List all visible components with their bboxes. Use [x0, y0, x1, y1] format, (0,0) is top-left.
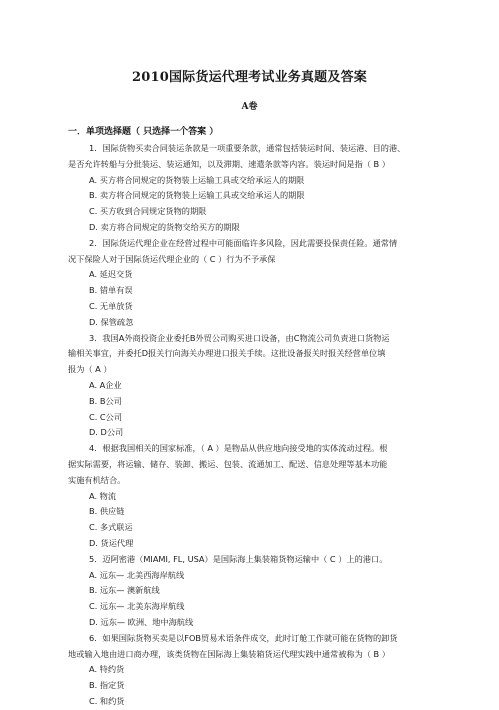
- answer-option: A. 特约货: [89, 664, 125, 675]
- question-line: 1．国际货物买卖合同装运条款是一项重要条款，通常包括装运时间、装运港、目的港、: [89, 143, 406, 153]
- question-line: 5．迈阿密港（MIAMI, FL, USA）是国际海上集装箱货物运输中（ C ）上的港口。: [89, 553, 388, 564]
- question-continuation: 况下保险人对于国际货运代理企业的（ C ）行为不予承保: [68, 253, 276, 264]
- answer-option: A. 买方将合同规定的货物装上运输工具或交给承运人的期限: [89, 174, 305, 185]
- answer-option: C. 和约货: [89, 695, 125, 706]
- question-line: 3．我国A外商投资企业委托B外贸公司购买进口设备，由C物流公司负责进口货物运: [89, 332, 390, 343]
- question-continuation: 输相关事宜，并委托D报关行向海关办理进口报关手续。这批设备报关时报关经营单位填: [68, 348, 386, 359]
- answer-option: A. 远东— 北美西海岸航线: [89, 569, 185, 580]
- answer-option: C. 无单放货: [89, 300, 133, 311]
- answer-option: D. 卖方将合同规定的货物交给买方的期限: [89, 221, 240, 232]
- answer-option: C. 多式联运: [89, 522, 133, 533]
- paper-label: A卷: [241, 102, 258, 112]
- question-continuation: 实施有机结合。: [68, 474, 126, 485]
- answer-option: C. C公司: [89, 411, 123, 422]
- answer-option: C. 买方收到合同规定货物的期限: [89, 206, 207, 217]
- document-title: 2010国际货运代理考试业务真题及答案: [132, 70, 367, 85]
- answer-option: D. 远东— 欧洲、地中海航线: [89, 616, 194, 627]
- answer-option: D. D公司: [89, 427, 124, 438]
- answer-option: C. 远东— 北美东海岸航线: [89, 601, 185, 612]
- answer-option: B. 供应链: [89, 506, 125, 517]
- answer-option: B. 卖方将合同规定的货物装上运输工具或交给承运人的期限: [89, 190, 305, 201]
- question-continuation: 报为（ A ）: [68, 364, 112, 375]
- question-continuation: 据实际需要，将运输、储存、装卸、搬运、包装、流通加工、配送、信息处理等基本功能: [68, 458, 388, 469]
- question-continuation: 是否允许转船与分批装运、装运通知，以及滞期、速遣条款等内容。装运时间是指（ B ）: [68, 158, 390, 169]
- answer-option: B. 指定货: [89, 680, 125, 691]
- answer-option: B. 远东— 澳新航线: [89, 585, 160, 596]
- question-line: 4．根据我国相关的国家标准，（ A ）是物品从供应地向接受地的实体流动过程。根: [89, 443, 388, 454]
- answer-option: B. 错单有误: [89, 285, 133, 296]
- question-continuation: 地或输入地由进口商办理，该类货物在国际海上集装箱货运代理实践中通常被称为（ B ）: [68, 648, 390, 659]
- answer-option: B. B公司: [89, 395, 122, 406]
- answer-option: A. A企业: [89, 379, 122, 390]
- answer-option: A. 延迟交货: [89, 269, 133, 280]
- answer-option: A. 物流: [89, 490, 117, 501]
- section-heading: 一．单项选择题（ 只选择一个答案 ）: [68, 127, 219, 137]
- answer-option: D. 货运代理: [89, 537, 134, 548]
- question-body: [68, 141, 434, 710]
- answer-option: D. 保管疏忽: [89, 316, 134, 327]
- question-line: 6．如果国际货物买卖是以FOB贸易术语条件成交，此时订舱工作就可能在货物的卸货: [89, 632, 398, 643]
- question-line: 2．国际货运代理企业在经营过程中可能面临许多风险，因此需要投保责任险。通常情: [89, 237, 398, 248]
